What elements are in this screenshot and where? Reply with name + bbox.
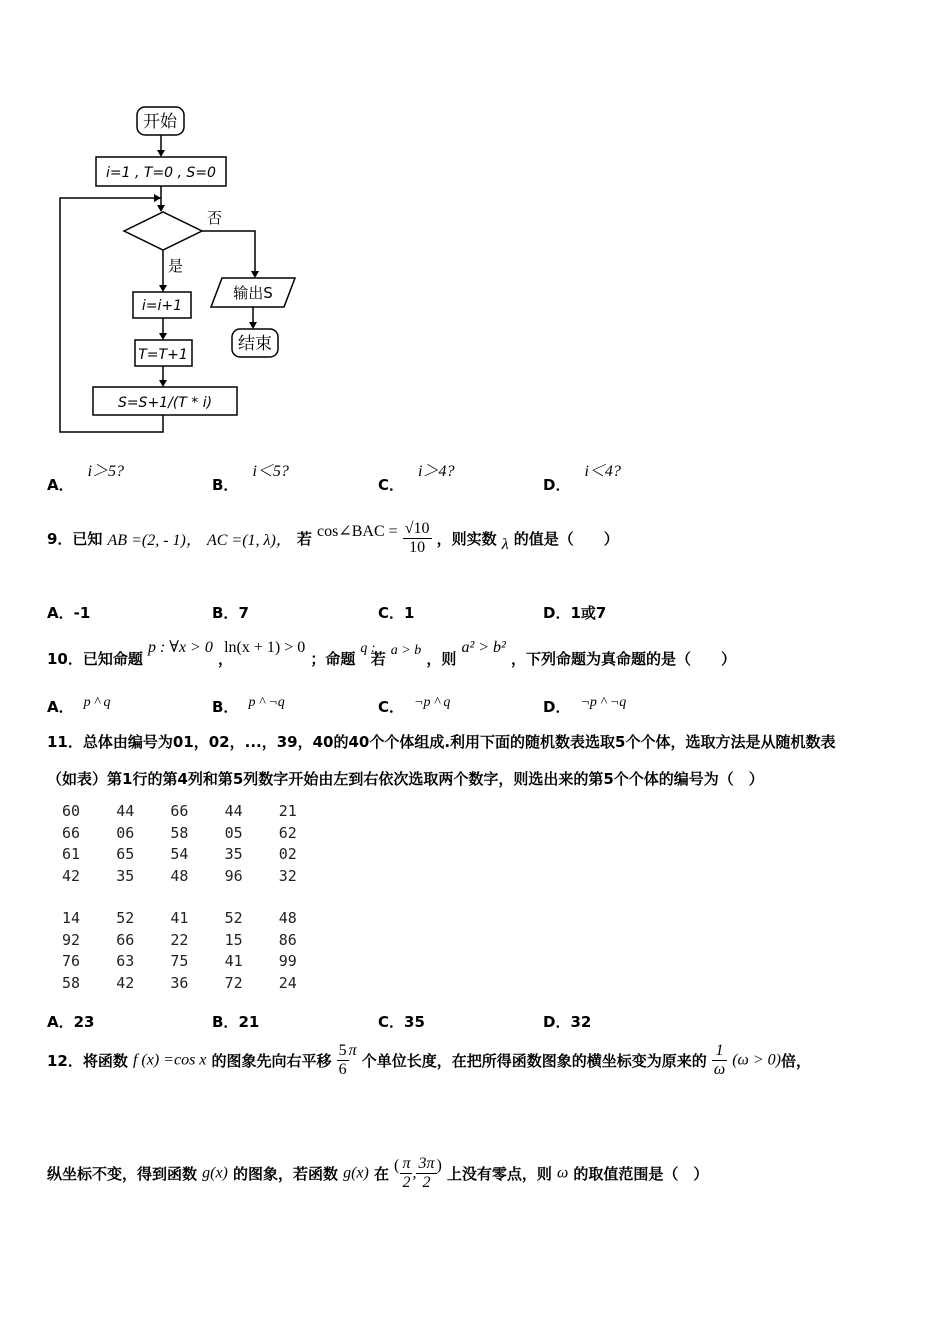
q8-option-a[interactable]: A．i＞5? <box>47 463 125 494</box>
q10-p: p : ∀x > 0 <box>147 639 213 656</box>
q10-option-b[interactable]: B． p ^ ¬q <box>212 695 285 716</box>
q10-comma: ， <box>217 650 233 668</box>
q10-option-c[interactable]: C． ¬p ^ q <box>378 695 451 716</box>
q12-shift-fraction: $\frac{5}{6}$ <box>338 1042 347 1078</box>
q8-option-c[interactable]: C．i＞4? <box>378 463 455 494</box>
q8-option-b[interactable]: B．i＜5? <box>212 463 289 494</box>
flowchart-step2-label: T=T+1 <box>138 347 188 363</box>
question-9 <box>47 520 619 557</box>
table-row: 14 52 41 52 48 <box>62 909 297 927</box>
q9-option-a[interactable]: A．-1 <box>47 604 91 622</box>
q9-prefix: 9．已知 <box>47 530 103 548</box>
table-row: 76 63 75 41 99 <box>62 952 297 970</box>
q9-lambda: λ <box>501 535 509 553</box>
q12-interval-right: $\frac{3\pi}{2}$ <box>418 1155 435 1191</box>
q10-ruo: 若 <box>370 650 386 668</box>
q10-option-a[interactable]: A． p ^ q <box>47 695 111 716</box>
flowchart <box>50 95 310 440</box>
q11-option-c[interactable]: C．35 <box>378 1013 425 1031</box>
q9-ruo: 若 <box>296 530 312 548</box>
q12-omega-fraction: $\frac{1}{\omega}$ <box>713 1042 726 1078</box>
q9-fraction: $\frac{√10}{10}$ <box>404 520 430 556</box>
q9-option-d[interactable]: D．1或7 <box>543 604 607 622</box>
flowchart-output-label: 输出S <box>233 284 273 302</box>
q9-cos: cos∠BAC = <box>317 522 398 540</box>
q12-f: f (x) =cos x <box>132 1051 207 1069</box>
q10-ln: ln(x + 1) > 0 <box>224 639 306 656</box>
q11-line2: （如表）第1行的第4列和第5列数字开始由左到右依次选取两个数字，则选出来的第5个个体的编号为（ ） <box>47 770 764 788</box>
q11-option-b[interactable]: B．21 <box>212 1013 260 1031</box>
q10-semi: ；命题 <box>310 650 356 668</box>
table-row: 61 65 54 35 02 <box>62 845 297 863</box>
flowchart-step3-label: S=S+1/(T * i) <box>117 395 213 411</box>
q10-ze: ，则 <box>426 650 457 668</box>
flowchart-start-label: 开始 <box>143 112 177 132</box>
table-row: 42 35 48 96 32 <box>62 866 297 885</box>
q9-option-c[interactable]: C．1 <box>378 604 415 622</box>
q10-prefix: 10．已知命题 <box>47 650 143 668</box>
random-number-table <box>62 802 297 995</box>
table-row: 58 42 36 72 24 <box>62 973 297 992</box>
flowchart-decision-diamond <box>124 212 202 250</box>
q11-option-a[interactable]: A．23 <box>47 1013 95 1031</box>
question-12-line2: 纵坐标不变，得到函数 g(x) 的图象，若函数 g(x) 在 ( $\frac{\pi}{2}$ , $\frac{3\pi}{2}$ ) 上没有零点，则 ω 的取值范围是（ ） <box>47 1155 709 1191</box>
q10-option-d[interactable]: D． ¬p ^ ¬q <box>543 695 627 716</box>
q9-mid: ，则实数 <box>436 530 497 548</box>
table-row: 66 06 58 05 62 <box>62 823 297 842</box>
q9-ab: AB =(2, - 1)， <box>107 532 202 549</box>
q11-line1: 11．总体由编号为01，02，...，39，40的40个个体组成.利用下面的随机数表选取5个个体，选取方法是从随机数表 <box>47 733 836 751</box>
q11-option-d[interactable]: D．32 <box>543 1013 592 1031</box>
flowchart-step1-label: i=i+1 <box>141 298 183 314</box>
q9-ac: AC =(1, λ)， <box>206 532 292 549</box>
q9-suffix: 的值是（ ） <box>513 530 619 548</box>
flowchart-no-label: 否 <box>207 209 223 227</box>
table-row: 60 44 66 44 21 <box>62 802 297 820</box>
q12-interval-left: $\frac{\pi}{2}$ <box>402 1155 411 1191</box>
q10-cond: a > b <box>390 643 422 658</box>
flowchart-yes-label: 是 <box>168 257 184 275</box>
q10-q: q : <box>360 641 376 656</box>
flowchart-end-label: 结束 <box>238 334 272 354</box>
q10-concl: a² > b² <box>461 639 506 656</box>
flowchart-init-label: i=1 , T=0 , S=0 <box>106 165 216 181</box>
question-12-line1: 12．将函数 f (x) =cos x 的图象先向右平移 $\frac{5}{6}$ π 个单位长度，在把所得函数图象的横坐标变为原来的 $\frac{1}{\omega}$ (ω > 0)倍， <box>47 1041 811 1078</box>
q8-option-d[interactable]: D．i＜4? <box>543 463 621 494</box>
question-10 <box>47 639 736 669</box>
q10-suffix: ，下列命题为真命题的是（ ） <box>510 650 736 668</box>
table-row: 92 66 22 15 86 <box>62 930 297 949</box>
q9-option-b[interactable]: B．7 <box>212 604 249 622</box>
